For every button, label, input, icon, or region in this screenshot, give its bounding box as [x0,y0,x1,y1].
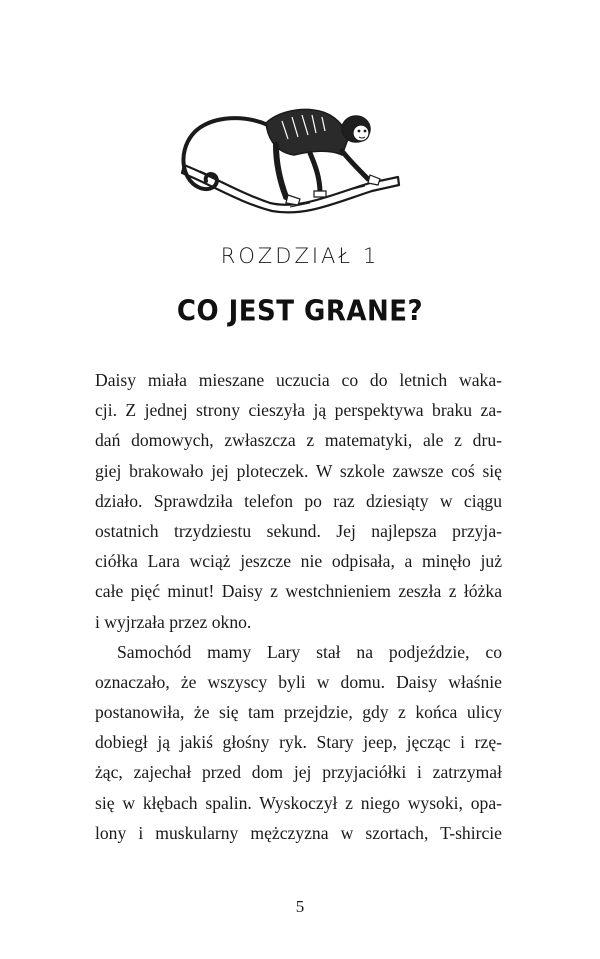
text-line: postanowiła, że się tam przejdzie, gdy z końca ulicy [95,702,502,723]
text-line: całe pięć minut! Daisy z westchnieniem zeszła z łóżka [95,581,502,602]
text-line: działo. Sprawdziła telefon po raz dziesiąty w ciągu [95,490,502,511]
body-text [95,365,502,848]
monkey-on-branch-icon [170,95,410,225]
text-line: dobiegł ją jakiś głośny ryk. Stary jeep, jęcząc i rzę- [95,732,502,753]
text-line: ostatnich trzydziestu sekund. Jej najlepsza przyja- [95,520,502,541]
text-line: cji. Z jednej strony cieszyła ją perspektywa braku za- [95,400,502,421]
text-line: oznaczało, że wszyscy byli w domu. Daisy właśnie [95,671,502,692]
text-line: giej brakowało jej ploteczek. W szkole zawsze coś się [95,460,502,481]
text-line: Samochód mamy Lary stał na podjeździe, co [117,641,502,662]
text-line: lony i muskularny mężczyzna w szortach, T-shircie [95,822,502,843]
page-number: 5 [295,897,305,916]
monkey-illustration [170,95,410,225]
text-line: Daisy miała mieszane uczucia co do letnich waka- [95,370,502,390]
text-line: i wyjrzała przez okno. [95,611,252,632]
text-line: ciółka Lara wciąż jeszcze nie odpisała, a minęło już [95,551,502,572]
text-line: się w kłębach spalin. Wyskoczył z niego wysoki, opa- [95,792,502,813]
chapter-label: ROZDZIAŁ 1 [220,244,380,268]
paragraph-1 [95,365,502,637]
text-line: dań domowych, zwłaszcza z matematyki, ale z dru- [95,430,502,451]
paragraph-2 [95,637,502,848]
text-line: żąc, zajechał przed dom jej przyjaciółki i zatrzymał [95,762,502,783]
chapter-title: CO JEST GRANE? [176,295,424,329]
